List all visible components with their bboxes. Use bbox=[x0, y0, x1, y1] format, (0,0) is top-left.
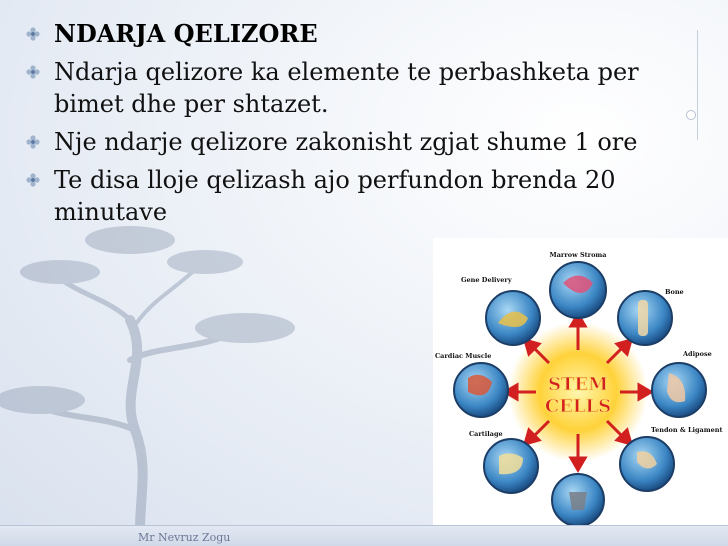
bullet-item bbox=[22, 56, 712, 120]
stem-cells-diagram bbox=[433, 238, 728, 546]
label-cartilage: Cartilage bbox=[469, 430, 503, 438]
bullet-flower-icon bbox=[26, 27, 40, 41]
bullet-text: NDARJA QELIZORE bbox=[54, 19, 318, 48]
bullet-item bbox=[22, 126, 712, 158]
tree-watermark bbox=[0, 180, 300, 546]
bullet-flower-icon bbox=[26, 135, 40, 149]
bullet-item bbox=[22, 18, 712, 50]
bullet-list bbox=[22, 18, 712, 234]
label-gene-delivery: Gene Delivery bbox=[461, 276, 512, 284]
label-cardiac-muscle: Cardiac Muscle bbox=[435, 352, 492, 360]
footer-bar bbox=[0, 525, 728, 546]
label-adipose: Adipose bbox=[683, 350, 712, 358]
bullet-text: Te disa lloje qelizash ajo perfundon brenda 20 minutave bbox=[54, 166, 616, 226]
bullet-text: Nje ndarje qelizore zakonisht zgjat shume 1 ore bbox=[54, 128, 638, 156]
bullet-flower-icon bbox=[26, 173, 40, 187]
footer-author: Mr Nevruz Zogu bbox=[138, 531, 231, 544]
bullet-text: Ndarja qelizore ka elemente te perbashketa per bimet dhe per shtazet. bbox=[54, 58, 639, 118]
bullet-flower-icon bbox=[26, 65, 40, 79]
label-tendon-ligament: Tendon & Ligament bbox=[651, 426, 723, 434]
center-title-line2: CELLS bbox=[544, 396, 612, 417]
label-marrow-stroma: Marrow Stroma bbox=[549, 251, 607, 259]
bullet-item bbox=[22, 164, 712, 228]
label-bone: Bone bbox=[665, 288, 684, 296]
center-title-line1: STEM bbox=[547, 374, 609, 395]
